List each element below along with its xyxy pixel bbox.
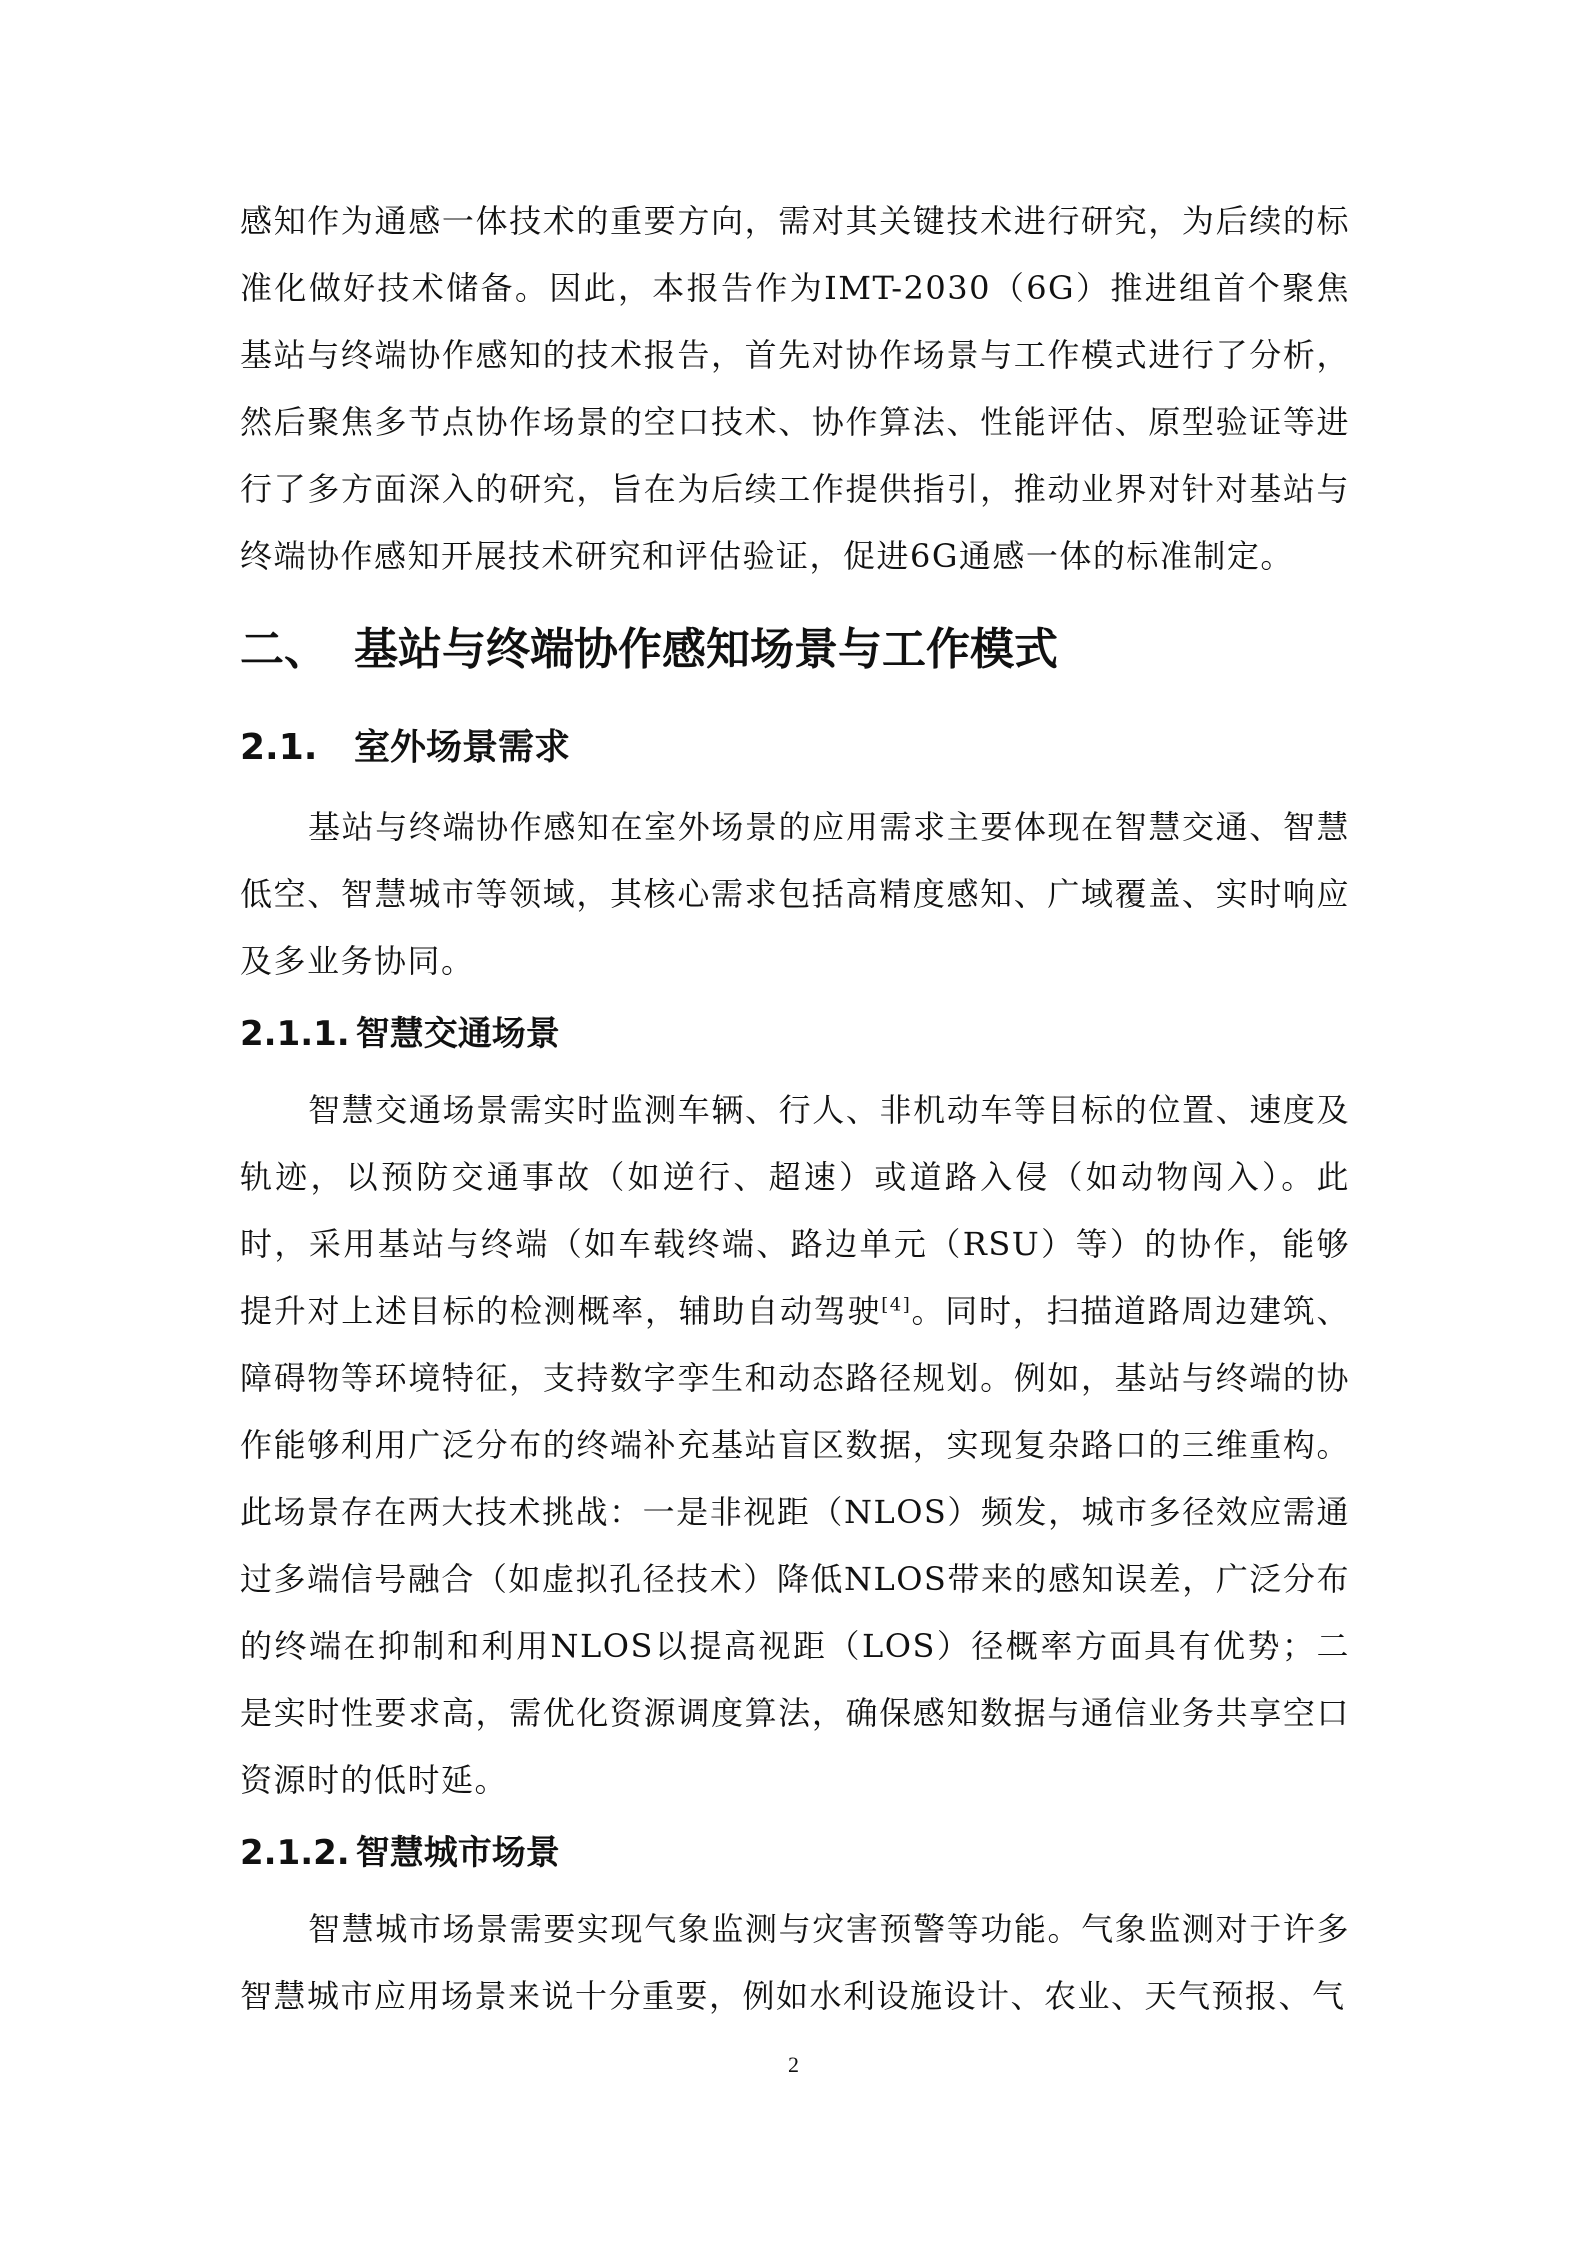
section-heading-2 <box>240 620 1350 680</box>
page-number: 2 <box>788 2052 799 2077</box>
section-number: 二、 <box>240 624 328 675</box>
section-heading-2-1 <box>240 722 1350 774</box>
section-heading-2-1-2 <box>240 1828 1350 1878</box>
section-2-1-1-paragraph <box>240 1077 1350 1814</box>
intro-paragraph: 感知作为通感一体技术的重要方向，需对其关键技术进行研究，为后续的标准化做好技术储备。因此，本报告作为IMT-2030（6G）推进组首个聚焦基站与终端协作感知的技术报告，首先对协作场景与工作模式进行了分析，然后聚焦多节点协作场景的空口技术、协作算法、性能评估、原型验证等进行了多方面深入的研究，旨在为后续工作提供指引，推动业界对针对基站与终端协作感知开展技术研究和评估验证，促进6G通感一体的标准制定。 <box>240 202 1350 575</box>
section-title: 智慧交通场景 <box>355 1014 560 1054</box>
section-number: 2.1.1. <box>240 1014 350 1054</box>
page-content <box>240 188 1350 2030</box>
citation-reference[interactable]: [4] <box>881 1294 912 1316</box>
section-title: 室外场景需求 <box>354 727 571 768</box>
paragraph-text: 。同时，扫描道路周边建筑、障碍物等环境特征，支持数字孪生和动态路径规划。例如，基站与终端的协作能够利用广泛分布的终端补充基站盲区数据，实现复杂路口的三维重构。此场景存在两大技术挑战：一是非视距（NLOS）频发，城市多径效应需通过多端信号融合（如虚拟孔径技术）降低NLOS带来的感知误差，广泛分布的终端在抑制和利用NLOS以提高视距（LOS）径概率方面具有优势；二是实时性要求高，需优化资源调度算法，确保感知数据与通信业务共享空口资源时的低时延。 <box>240 1292 1350 1799</box>
section-2-1-paragraph: 基站与终端协作感知在室外场景的应用需求主要体现在智慧交通、智慧低空、智慧城市等领域，其核心需求包括高精度感知、广域覆盖、实时响应及多业务协同。 <box>240 808 1350 980</box>
section-title: 智慧城市场景 <box>355 1833 560 1873</box>
section-number: 2.1. <box>240 727 318 768</box>
section-title: 基站与终端协作感知场景与工作模式 <box>354 624 1058 675</box>
section-number: 2.1.2. <box>240 1833 350 1873</box>
paragraph-text: 智慧交通场景需实时监测车辆、行人、非机动车等目标的位置、速度及轨迹，以预防交通事故（如逆行、超速）或道路入侵（如动物闯入）。此时，采用基站与终端（如车载终端、路边单元（RSU）等）的协作，能够提升对上述目标的检测概率，辅助自动驾驶 <box>240 1091 1350 1330</box>
section-2-1-2-paragraph: 智慧城市场景需要实现气象监测与灾害预警等功能。气象监测对于许多智慧城市应用场景来说十分重要，例如水利设施设计、农业、天气预报、气 <box>240 1910 1350 2015</box>
section-heading-2-1-1 <box>240 1009 1350 1059</box>
